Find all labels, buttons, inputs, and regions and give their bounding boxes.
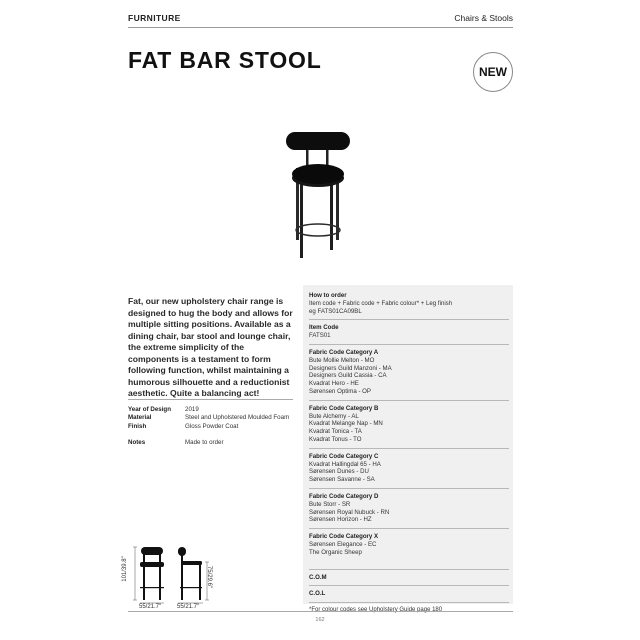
fabric-item: Sørensen Elegance - EC [309, 540, 377, 548]
how-to-order [309, 292, 507, 319]
new-badge-label: NEW [479, 65, 507, 79]
panel-divider [309, 400, 509, 401]
product-description: Fat, our new upholstery chair range is designed to hug the body and allows for multiple sitting positions. Available as a dining chair, bar stool and lounge chair, the extreme simplicity of the components is a testament to form following function, whilst maintaining a humorous silhouette and a reductionist aesthetic. Quite a balancing act! [128, 296, 293, 398]
fabric-category-a [309, 349, 507, 400]
spec-label: Year of Design [128, 406, 171, 413]
new-badge [473, 52, 513, 92]
fabric-category-b [309, 405, 507, 448]
bar-stool-photo [280, 128, 360, 258]
item-code [309, 324, 507, 344]
fabric-item: Kvadrat Tonica - TA [309, 428, 362, 436]
description-divider [128, 399, 293, 400]
fabric-item: Bute Mollie Melton - MO [309, 356, 375, 364]
spec-value: Steel and Upholstered Moulded Foam [185, 414, 290, 422]
fabric-category-title: Fabric Code Category B [309, 404, 379, 412]
dim-side-depth: 55/21.7" [177, 604, 200, 610]
panel-divider [309, 569, 509, 570]
fabric-item: Sørensen Savanne - SA [309, 476, 375, 484]
fabric-item: Sørensen Horizon - HZ [309, 516, 372, 524]
fabric-item: The Organic Sheep [309, 548, 362, 556]
spec-value: Gloss Powder Coat [185, 422, 239, 430]
spec-label: Material [128, 414, 152, 422]
col-label: C.O.L [309, 590, 326, 598]
spec-value: Made to order [185, 438, 224, 446]
spec-row-year [128, 406, 298, 414]
fabric-category-title: Fabric Code Category X [309, 533, 379, 541]
spec-label: Notes [128, 438, 146, 446]
fabric-category-title: Fabric Code Category D [309, 492, 379, 500]
fabric-item: Sørensen Optima - OP [309, 387, 371, 395]
category-label: Chairs & Stools [454, 13, 513, 23]
panel-divider [309, 344, 509, 345]
spec-label: Finish [128, 422, 147, 430]
fabric-item: Kvadrat Hero - HE [309, 380, 359, 388]
item-code-value: FATS01 [309, 332, 331, 340]
fabric-item: Kvadrat Hallingdal 65 - HA [309, 460, 381, 468]
fabric-item: Designers Guild Cassia - CA [309, 372, 387, 380]
item-code-title: Item Code [309, 324, 339, 332]
fabric-item: Kvadrat Melange Nap - MN [309, 420, 383, 428]
com-option [309, 574, 507, 586]
section-label: FURNITURE [128, 13, 181, 23]
spec-table [128, 406, 298, 447]
col-option [309, 590, 507, 602]
fabric-category-d [309, 493, 507, 528]
fabric-category-c [309, 453, 507, 488]
fabric-item: Bute Storr - SR [309, 500, 351, 508]
how-to-order-example: eg FATS01CA09BL [309, 307, 362, 315]
header-divider [128, 27, 513, 28]
how-to-order-title: How to order [309, 292, 347, 299]
page-number: 162 [315, 617, 325, 623]
product-title: FAT BAR STOOL [128, 47, 322, 73]
panel-divider [309, 602, 509, 603]
how-to-order-line: Item code + Fabric code + Fabric colour* + Leg finish [309, 299, 453, 307]
fabric-item: Kvadrat Tonus - TO [309, 435, 362, 443]
spec-row-notes [128, 439, 298, 447]
panel-divider [309, 319, 509, 320]
dimension-diagram [128, 540, 228, 610]
spec-value: 2019 [185, 406, 199, 413]
fabric-item: Bute Alchemy - AL [309, 412, 359, 420]
com-label: C.O.M [309, 573, 327, 581]
dim-front-width: 55/21.7" [139, 604, 162, 610]
fabric-item: Sørensen Dunes - DU [309, 468, 369, 476]
dimension-drawings [121, 540, 228, 610]
fabric-item: Sørensen Royal Nubuck - RN [309, 508, 390, 516]
fabric-item: Designers Guild Manzoni - MA [309, 364, 392, 372]
ordering-panel [303, 285, 513, 604]
fabric-category-x [309, 533, 507, 568]
spec-row-finish [128, 423, 298, 431]
panel-divider [309, 528, 509, 529]
fabric-category-title: Fabric Code Category C [309, 452, 379, 460]
fabric-category-title: Fabric Code Category A [309, 348, 379, 356]
panel-divider [309, 585, 509, 586]
dim-total-height: 101/39.8" [121, 556, 128, 582]
footer-divider [128, 611, 513, 612]
panel-divider [309, 448, 509, 449]
spec-row-material [128, 414, 298, 422]
panel-divider [309, 488, 509, 489]
dim-seat-height: 75/29.6" [206, 565, 213, 589]
